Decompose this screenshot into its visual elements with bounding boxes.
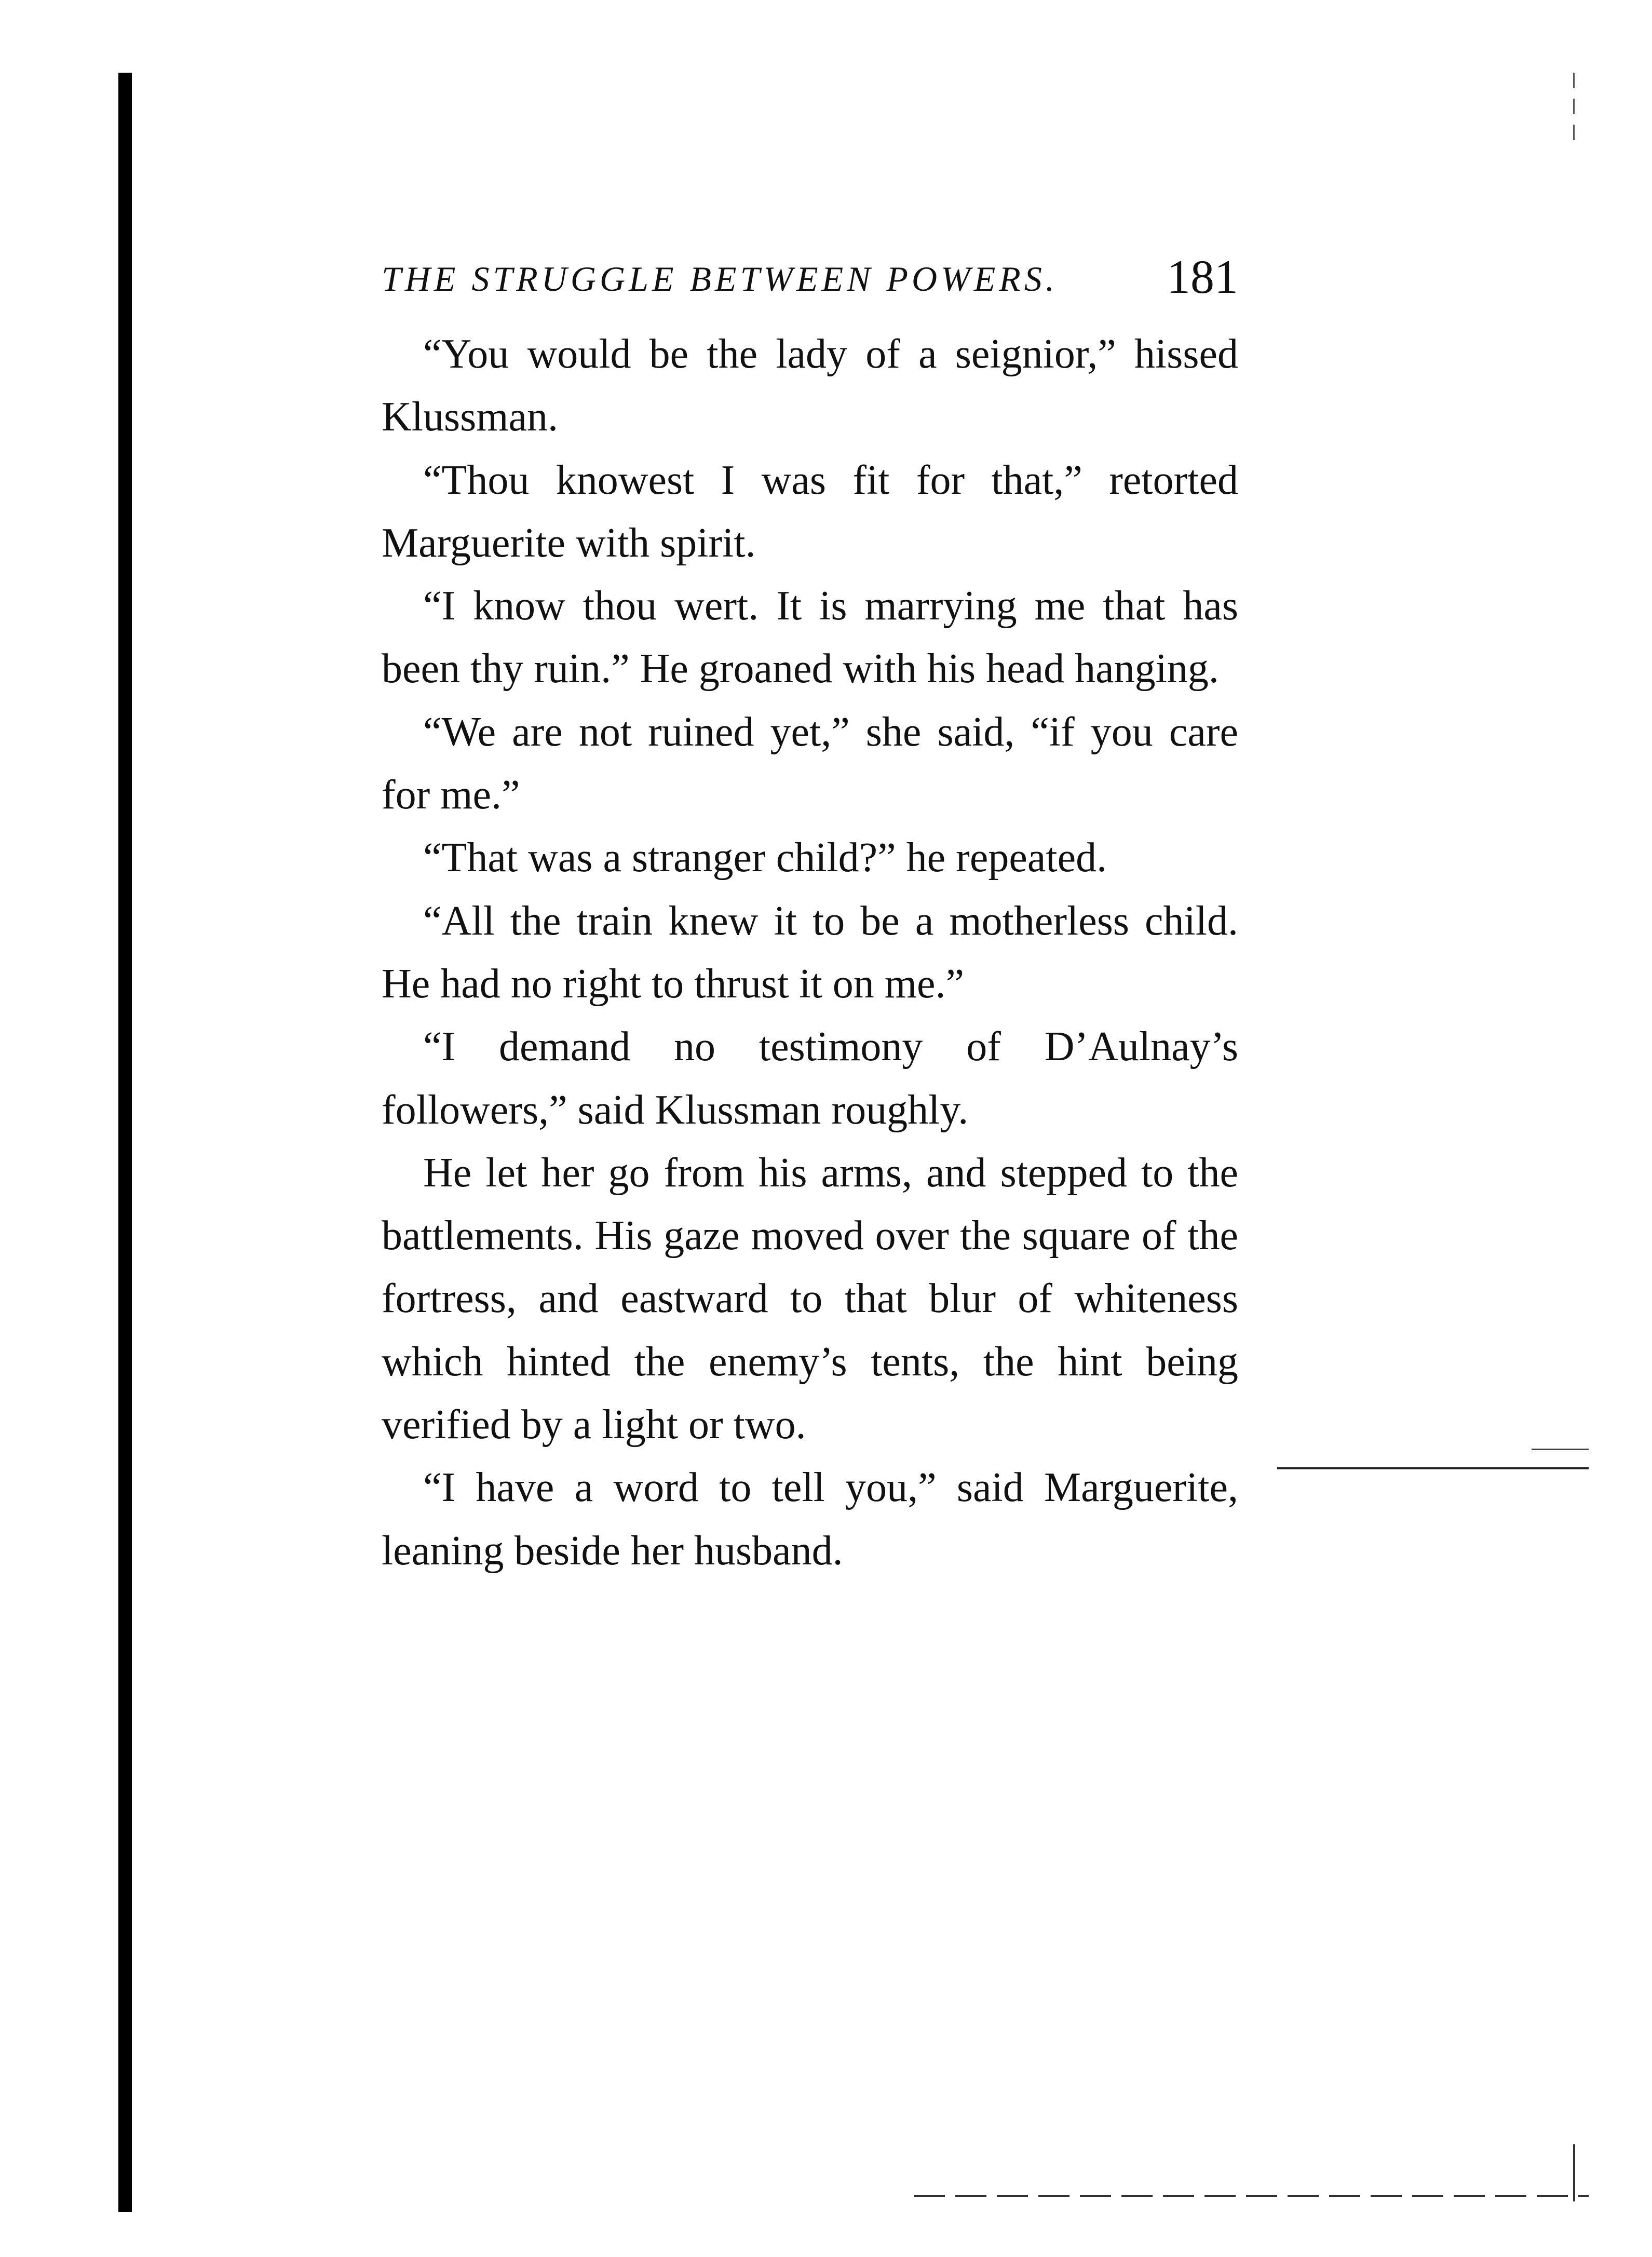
edge-mark [1573, 73, 1575, 151]
edge-mark [1532, 1449, 1589, 1450]
paragraph: “You would be the lady of a seignior,” hissed Klussman. [382, 331, 1238, 440]
edge-mark [1573, 2144, 1575, 2201]
paragraph: “All the train knew it to be a motherless child. He had no right to thrust it on me.” [382, 898, 1238, 1007]
paragraph: “I demand no testimony of D’Aulnay’s followers,” said Klussman roughly. [382, 1024, 1238, 1133]
paragraph: “That was a stranger child?” he repeated. [423, 835, 1107, 881]
paragraph: “We are not ruined yet,” she said, “if you care for me.” [382, 709, 1238, 818]
edge-mark [1277, 1467, 1589, 1469]
binding-edge [118, 73, 132, 2212]
paragraph: “I have a word to tell you,” said Marguerite, leaning beside her husband. [382, 1465, 1238, 1574]
body-text [382, 323, 1238, 1583]
page-number: 181 [1167, 250, 1238, 303]
page-header [382, 249, 1238, 312]
paragraph: “Thou knowest I was fit for that,” retorted Marguerite with spirit. [382, 457, 1238, 566]
edge-mark [914, 2195, 1589, 2197]
running-head: THE STRUGGLE BETWEEN POWERS. [382, 259, 1058, 299]
paragraph: He let her go from his arms, and stepped to the battlements. His gaze moved over the square of the fortress, and eastward to that blur of whiteness which hinted the enemy’s tents, the hint being verified by a light or two. [382, 1150, 1238, 1448]
paragraph: “I know thou wert. It is marrying me that has been thy ruin.” He groaned with his head hanging. [382, 583, 1238, 692]
